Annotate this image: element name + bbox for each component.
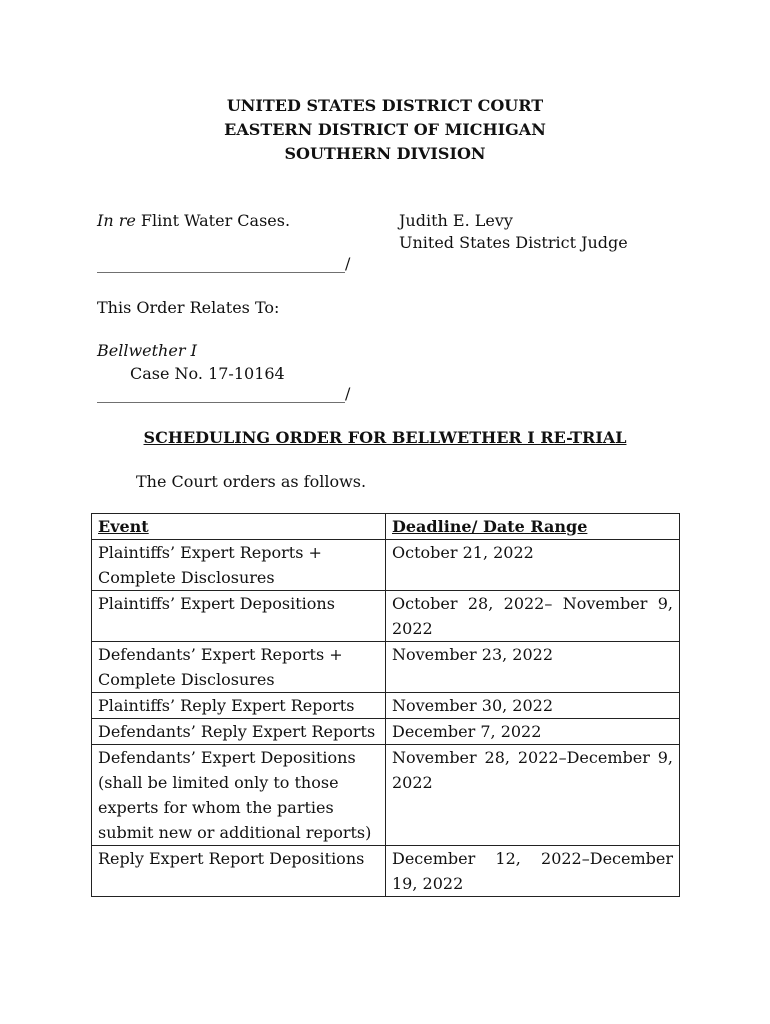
deadline-cell: December 7, 2022: [386, 719, 680, 745]
deadline-cell: November 23, 2022: [386, 642, 680, 693]
judge-title: United States District Judge: [399, 233, 628, 252]
court-header: [0, 94, 770, 166]
table-header-row: [92, 514, 680, 540]
order-intro: The Court orders as follows.: [136, 472, 367, 491]
event-cell: Plaintiffs’ Expert Reports + Complete Disclosures: [92, 540, 386, 591]
table-row: [92, 642, 680, 693]
caption-rule-line-2: _______________________________/: [97, 384, 351, 403]
schedule-table: [91, 513, 680, 897]
deadline-cell: October 28, 2022– November 9, 2022: [386, 591, 680, 642]
bellwether-label: Bellwether I: [97, 341, 197, 360]
case-caption: [97, 210, 290, 232]
table-row: [92, 846, 680, 897]
table-row: [92, 591, 680, 642]
column-header-deadline: Deadline/ Date Range: [386, 514, 680, 540]
case-number: Case No. 17-10164: [130, 364, 285, 383]
table-row: [92, 745, 680, 846]
judge-block: [399, 210, 628, 254]
column-header-event: Event: [92, 514, 386, 540]
event-cell: Reply Expert Report Depositions: [92, 846, 386, 897]
deadline-cell: October 21, 2022: [386, 540, 680, 591]
event-cell: Defendants’ Expert Reports + Complete Disclosures: [92, 642, 386, 693]
district-name: EASTERN DISTRICT OF MICHIGAN: [224, 120, 546, 139]
table-row: [92, 719, 680, 745]
table-row: [92, 540, 680, 591]
caption-rule-line: _______________________________/: [97, 254, 351, 273]
relates-to-label: This Order Relates To:: [97, 298, 280, 317]
deadline-cell: December 12, 2022–December 19, 2022: [386, 846, 680, 897]
in-re-label: In re: [97, 211, 136, 230]
event-cell: Defendants’ Reply Expert Reports: [92, 719, 386, 745]
court-name: UNITED STATES DISTRICT COURT: [226, 96, 544, 115]
event-cell: Plaintiffs’ Reply Expert Reports: [92, 693, 386, 719]
judge-name: Judith E. Levy: [399, 211, 513, 230]
order-title: SCHEDULING ORDER FOR BELLWETHER I RE-TRIAL: [143, 428, 627, 447]
table-row: [92, 693, 680, 719]
deadline-cell: November 30, 2022: [386, 693, 680, 719]
case-name: Flint Water Cases.: [140, 211, 291, 230]
deadline-cell: November 28, 2022–December 9, 2022: [386, 745, 680, 846]
event-cell: Defendants’ Expert Depositions (shall be limited only to those experts for whom the parties submit new or additional reports): [92, 745, 386, 846]
event-cell: Plaintiffs’ Expert Depositions: [92, 591, 386, 642]
division-name: SOUTHERN DIVISION: [284, 144, 486, 163]
